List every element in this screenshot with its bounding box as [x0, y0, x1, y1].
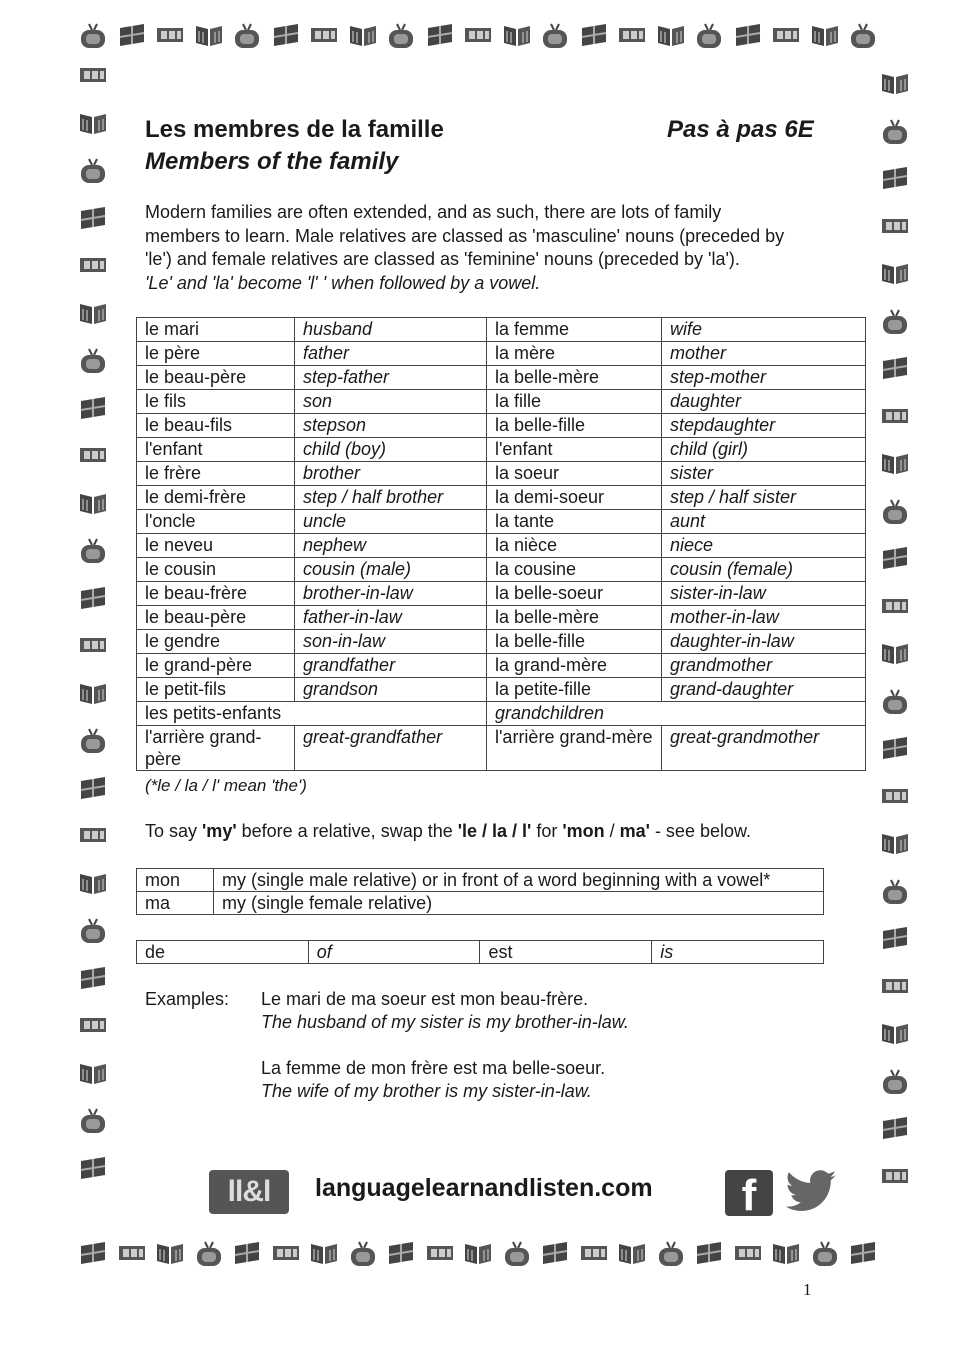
tv-icon: [502, 1240, 532, 1266]
table-cell: le grand-père: [137, 654, 295, 678]
book-icon: [463, 1240, 493, 1266]
table-cell: is: [652, 941, 824, 964]
table-row: [137, 534, 866, 558]
table-cell: la belle-fille: [487, 630, 662, 654]
book-icon: [78, 1060, 108, 1086]
table-row: [137, 510, 866, 534]
table-cell: la petite-fille: [487, 678, 662, 702]
table-cell: grandchildren: [487, 702, 866, 726]
table-cell: la belle-fille: [487, 414, 662, 438]
table-cell: la grand-mère: [487, 654, 662, 678]
film-icon: [733, 1240, 763, 1266]
film-icon: [425, 1240, 455, 1266]
table-cell: grandmother: [662, 654, 866, 678]
table-cell: de: [137, 941, 309, 964]
film-icon: [78, 442, 108, 468]
tv-icon: [656, 1240, 686, 1266]
film-icon: [78, 1012, 108, 1038]
film-icon: [880, 973, 910, 999]
film-icon: [880, 593, 910, 619]
family-vocab-table: [136, 317, 866, 771]
table-cell: la belle-mère: [487, 606, 662, 630]
tv-icon: [880, 118, 910, 144]
table-cell: le beau-père: [137, 606, 295, 630]
flag-icon: [78, 775, 108, 801]
tv-icon: [848, 22, 878, 48]
table-row: [137, 558, 866, 582]
flag-icon: [78, 585, 108, 611]
table-cell: la fille: [487, 390, 662, 414]
film-icon: [771, 22, 801, 48]
tv-icon: [78, 537, 108, 563]
possessive-table: [136, 868, 824, 915]
film-icon: [880, 783, 910, 809]
intro-line: Modern families are often extended, and as such, there are lots of family: [145, 202, 722, 222]
table-row: [137, 390, 866, 414]
film-icon: [309, 22, 339, 48]
book-icon: [880, 830, 910, 856]
book-icon: [78, 490, 108, 516]
table-cell: step / half brother: [295, 486, 487, 510]
table-cell: ma: [137, 892, 214, 915]
table-cell: mon: [137, 869, 214, 892]
tv-icon: [232, 22, 262, 48]
book-icon: [78, 300, 108, 326]
table-cell: est: [480, 941, 652, 964]
table-row: [137, 654, 866, 678]
film-icon: [880, 213, 910, 239]
table-cell: le cousin: [137, 558, 295, 582]
film-icon: [78, 822, 108, 848]
site-logo: ll&l: [209, 1170, 289, 1214]
tv-icon: [880, 1068, 910, 1094]
table-cell: cousin (male): [295, 558, 487, 582]
film-icon: [579, 1240, 609, 1266]
tv-icon: [78, 157, 108, 183]
table-cell: la belle-mère: [487, 366, 662, 390]
table-cell: father: [295, 342, 487, 366]
flag-icon: [386, 1240, 416, 1266]
flag-icon: [78, 1155, 108, 1181]
table-cell: my (single female relative): [214, 892, 824, 915]
table-cell: grandson: [295, 678, 487, 702]
example-french: La femme de mon frère est ma belle-soeur.: [261, 1058, 606, 1078]
page-number: 1: [803, 1280, 812, 1299]
film-icon: [880, 1163, 910, 1189]
table-cell: great-grandfather: [295, 726, 487, 771]
flag-icon: [694, 1240, 724, 1266]
table-cell: la soeur: [487, 462, 662, 486]
table-cell: sister-in-law: [662, 582, 866, 606]
flag-icon: [78, 965, 108, 991]
table-cell: le beau-père: [137, 366, 295, 390]
table-cell: uncle: [295, 510, 487, 534]
table-row: [137, 892, 824, 915]
book-icon: [880, 260, 910, 286]
table-cell: mother-in-law: [662, 606, 866, 630]
table-cell: le demi-frère: [137, 486, 295, 510]
book-icon: [617, 1240, 647, 1266]
table-cell: le petit-fils: [137, 678, 295, 702]
table-cell: l'arrière grand-père: [137, 726, 295, 771]
tv-icon: [348, 1240, 378, 1266]
table-row: [137, 342, 866, 366]
table-cell: le père: [137, 342, 295, 366]
table-row: [137, 318, 866, 342]
article-note: (*le / la / l' mean 'the'): [145, 776, 307, 795]
example-english: The husband of my sister is my brother-in-law.: [261, 1012, 629, 1032]
book-icon: [880, 450, 910, 476]
table-row: [137, 630, 866, 654]
table-cell: l'arrière grand-mère: [487, 726, 662, 771]
book-icon: [880, 640, 910, 666]
book-icon: [155, 1240, 185, 1266]
table-cell: grand-daughter: [662, 678, 866, 702]
book-icon: [880, 70, 910, 96]
table-row: [137, 462, 866, 486]
table-cell: cousin (female): [662, 558, 866, 582]
intro-line: 'le') and female relatives are classed as 'feminine' nouns (preceded by 'la').: [145, 249, 740, 269]
table-cell: child (girl): [662, 438, 866, 462]
tv-icon: [880, 878, 910, 904]
table-cell: stepson: [295, 414, 487, 438]
table-cell: le neveu: [137, 534, 295, 558]
table-cell: la femme: [487, 318, 662, 342]
table-cell: of: [308, 941, 480, 964]
table-cell: stepdaughter: [662, 414, 866, 438]
flag-icon: [579, 22, 609, 48]
book-icon: [771, 1240, 801, 1266]
intro-text: [145, 201, 825, 295]
flag-icon: [880, 925, 910, 951]
table-cell: la cousine: [487, 558, 662, 582]
table-cell: my (single male relative) or in front of a word beginning with a vowel*: [214, 869, 824, 892]
film-icon: [78, 252, 108, 278]
book-icon: [880, 1020, 910, 1046]
flag-icon: [880, 165, 910, 191]
table-cell: daughter: [662, 390, 866, 414]
flag-icon: [880, 545, 910, 571]
table-row: [137, 941, 824, 964]
table-cell: son-in-law: [295, 630, 487, 654]
intro-note: 'Le' and 'la' become 'l' ' when followed by a vowel.: [145, 272, 541, 293]
table-row: [137, 438, 866, 462]
site-url[interactable]: languagelearnandlisten.com: [315, 1174, 653, 1202]
flag-icon: [880, 735, 910, 761]
flag-icon: [78, 395, 108, 421]
tv-icon: [540, 22, 570, 48]
twitter-icon[interactable]: [783, 1170, 839, 1216]
table-row: [137, 606, 866, 630]
table-cell: la mère: [487, 342, 662, 366]
possessive-instruction: To say 'my' before a relative, swap the 'le / la / l' for 'mon / ma' - see below.: [145, 821, 751, 841]
book-icon: [348, 22, 378, 48]
table-cell: la demi-soeur: [487, 486, 662, 510]
table-cell: great-grandmother: [662, 726, 866, 771]
film-icon: [271, 1240, 301, 1266]
table-cell: step / half sister: [662, 486, 866, 510]
flag-icon: [880, 355, 910, 381]
table-cell: sister: [662, 462, 866, 486]
film-icon: [78, 62, 108, 88]
book-icon: [78, 110, 108, 136]
tv-icon: [78, 917, 108, 943]
tv-icon: [694, 22, 724, 48]
facebook-icon[interactable]: f: [725, 1170, 773, 1216]
table-cell: niece: [662, 534, 866, 558]
page-subtitle: Members of the family: [145, 148, 399, 175]
table-cell: grandfather: [295, 654, 487, 678]
table-cell: le gendre: [137, 630, 295, 654]
film-icon: [117, 1240, 147, 1266]
book-icon: [78, 680, 108, 706]
table-cell: step-father: [295, 366, 487, 390]
book-icon: [656, 22, 686, 48]
table-row: [137, 414, 866, 438]
tv-icon: [78, 1107, 108, 1133]
table-cell: la belle-soeur: [487, 582, 662, 606]
table-row: [137, 678, 866, 702]
table-cell: wife: [662, 318, 866, 342]
tv-icon: [880, 498, 910, 524]
table-cell: aunt: [662, 510, 866, 534]
table-cell: les petits-enfants: [137, 702, 487, 726]
book-icon: [502, 22, 532, 48]
table-cell: le beau-fils: [137, 414, 295, 438]
table-cell: brother-in-law: [295, 582, 487, 606]
table-cell: la tante: [487, 510, 662, 534]
table-row: [137, 702, 866, 726]
table-cell: mother: [662, 342, 866, 366]
tv-icon: [810, 1240, 840, 1266]
table-cell: nephew: [295, 534, 487, 558]
tv-icon: [194, 1240, 224, 1266]
table-cell: brother: [295, 462, 487, 486]
table-cell: step-mother: [662, 366, 866, 390]
page-title: Les membres de la famille: [145, 116, 444, 143]
table-row: [137, 582, 866, 606]
table-cell: le beau-frère: [137, 582, 295, 606]
book-icon: [78, 870, 108, 896]
table-cell: l'oncle: [137, 510, 295, 534]
film-icon: [155, 22, 185, 48]
table-row: [137, 726, 866, 771]
table-cell: la nièce: [487, 534, 662, 558]
lesson-label: Pas à pas 6E: [667, 116, 814, 143]
examples-label: Examples:: [145, 989, 230, 1009]
tv-icon: [880, 688, 910, 714]
tv-icon: [880, 308, 910, 334]
film-icon: [617, 22, 647, 48]
table-cell: daughter-in-law: [662, 630, 866, 654]
de-est-table: [136, 940, 824, 964]
table-cell: son: [295, 390, 487, 414]
table-cell: l'enfant: [487, 438, 662, 462]
flag-icon: [880, 1115, 910, 1141]
flag-icon: [540, 1240, 570, 1266]
flag-icon: [117, 22, 147, 48]
example-french: Le mari de ma soeur est mon beau-frère.: [261, 989, 589, 1009]
flag-icon: [733, 22, 763, 48]
book-icon: [810, 22, 840, 48]
table-cell: l'enfant: [137, 438, 295, 462]
flag-icon: [232, 1240, 262, 1266]
intro-line: members to learn. Male relatives are classed as 'masculine' nouns (preceded by: [145, 225, 785, 246]
book-icon: [309, 1240, 339, 1266]
book-icon: [194, 22, 224, 48]
table-cell: father-in-law: [295, 606, 487, 630]
tv-icon: [78, 22, 108, 48]
tv-icon: [78, 347, 108, 373]
table-row: [137, 869, 824, 892]
flag-icon: [271, 22, 301, 48]
table-cell: husband: [295, 318, 487, 342]
table-cell: le mari: [137, 318, 295, 342]
flag-icon: [78, 1240, 108, 1266]
table-row: [137, 486, 866, 510]
example-english: The wife of my brother is my sister-in-law.: [261, 1081, 592, 1101]
flag-icon: [848, 1240, 878, 1266]
tv-icon: [78, 727, 108, 753]
film-icon: [78, 632, 108, 658]
flag-icon: [425, 22, 455, 48]
table-cell: child (boy): [295, 438, 487, 462]
table-cell: le fils: [137, 390, 295, 414]
table-row: [137, 366, 866, 390]
film-icon: [463, 22, 493, 48]
flag-icon: [78, 205, 108, 231]
film-icon: [880, 403, 910, 429]
table-cell: le frère: [137, 462, 295, 486]
tv-icon: [386, 22, 416, 48]
